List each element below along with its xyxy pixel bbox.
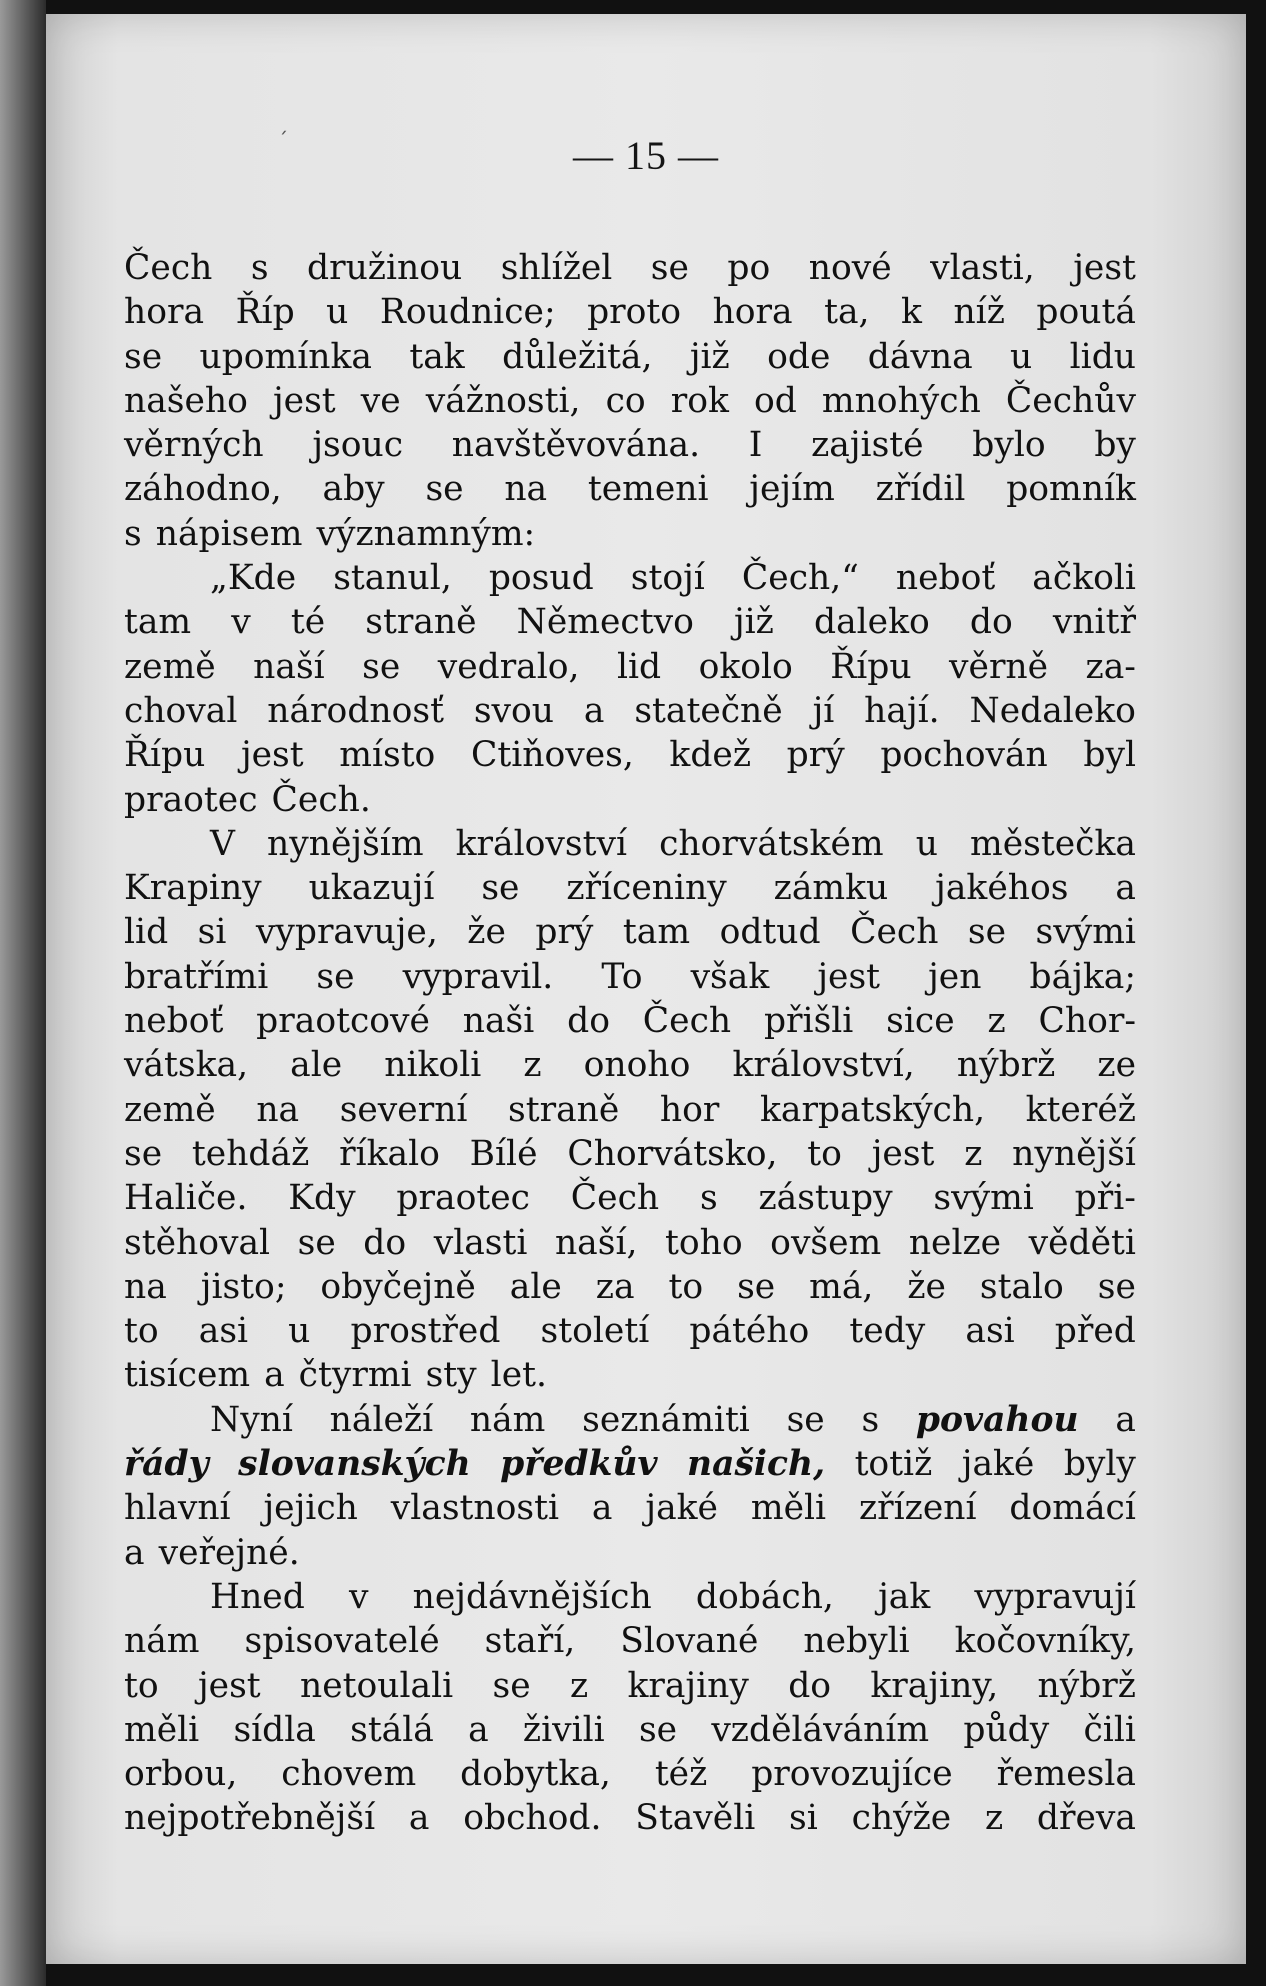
text-line: na jisto; obyčejně ale za to se má, že stalo se bbox=[124, 1266, 1136, 1307]
text-line: orbou, chovem dobytka, též provozujíce řemesla bbox=[124, 1754, 1136, 1795]
text-line: řády slovanských předkův našich, totiž jaké byly bbox=[124, 1444, 1136, 1485]
text-line: se tehdáž říkalo Bílé Chorvátsko, to jest z nynější bbox=[124, 1133, 1136, 1174]
text-line: země naší se vedralo, lid okolo Řípu věrně za- bbox=[124, 646, 1136, 687]
text-line: se upomínka tak důležitá, již ode dávna u lidu bbox=[124, 336, 1136, 377]
text-line: hora Říp u Roudnice; proto hora ta, k níž poutá bbox=[124, 292, 1136, 333]
text-line: tisícem a čtyrmi sty let. bbox=[124, 1355, 547, 1396]
text-line: vátska, ale nikoli z onoho království, nýbrž ze bbox=[124, 1045, 1136, 1086]
text-line: tam v té straně Němectvo již daleko do vnitř bbox=[124, 602, 1136, 643]
speck-mark: ˊ bbox=[278, 128, 288, 152]
text-line: Hned v nejdávnějších dobách, jak vypravují bbox=[210, 1576, 1136, 1617]
text-line: Krapiny ukazují se zříceniny zámku jakéhos a bbox=[124, 868, 1136, 909]
text-line: s nápisem významným: bbox=[124, 513, 536, 554]
text-line: to asi u prostřed století pátého tedy asi před bbox=[124, 1311, 1136, 1352]
text-line: praotec Čech. bbox=[124, 779, 371, 820]
text-line: záhodno, aby se na temeni jejím zřídil pomník bbox=[124, 469, 1136, 510]
text-line: Nyní náleží nám seznámiti se s povahou a bbox=[210, 1399, 1136, 1440]
body-text bbox=[124, 246, 1136, 1841]
text-line: našeho jest ve vážnosti, co rok od mnohých Čechův bbox=[124, 380, 1136, 421]
book-spine-shadow bbox=[0, 0, 46, 1986]
text-line: země na severní straně hor karpatských, kteréž bbox=[124, 1089, 1136, 1130]
text-line: „Kde stanul, posud stojí Čech,“ neboť ačkoli bbox=[210, 558, 1136, 599]
text-line: lid si vypravuje, že prý tam odtud Čech se svými bbox=[124, 912, 1136, 953]
text-line: Čech s družinou shlížel se po nové vlasti, jest bbox=[124, 248, 1136, 288]
text-line: nejpotřebnější a obchod. Stavěli si chýže z dřeva bbox=[124, 1798, 1136, 1839]
text-line: Haliče. Kdy praotec Čech s zástupy svými při- bbox=[124, 1178, 1136, 1219]
book-page bbox=[46, 14, 1246, 1964]
text-line: nám spisovatelé staří, Slované nebyli kočovníky, bbox=[124, 1621, 1136, 1662]
text-line: věrných jsouc navštěvována. I zajisté bylo by bbox=[124, 425, 1136, 466]
text-line: a veřejné. bbox=[124, 1532, 300, 1573]
text-line: choval národnosť svou a statečně jí hají. Nedaleko bbox=[124, 690, 1136, 731]
text-line: hlavní jejich vlastnosti a jaké měli zřízení domácí bbox=[124, 1488, 1136, 1529]
text-line: V nynějším království chorvátském u městečka bbox=[210, 823, 1136, 864]
page-number: — 15 — bbox=[573, 133, 719, 178]
text-line: Řípu jest místo Ctiňoves, kdež prý pochován byl bbox=[124, 735, 1136, 776]
text-line: to jest netoulali se z krajiny do krajiny, nýbrž bbox=[124, 1665, 1136, 1706]
text-line: stěhoval se do vlasti naší, toho ovšem nelze věděti bbox=[124, 1222, 1136, 1263]
text-line: bratřími se vypravil. To však jest jen bájka; bbox=[124, 956, 1136, 997]
text-line: neboť praotcové naši do Čech přišli sice z Chor- bbox=[124, 1001, 1136, 1042]
text-line: měli sídla stálá a živili se vzděláváním půdy čili bbox=[124, 1709, 1136, 1750]
